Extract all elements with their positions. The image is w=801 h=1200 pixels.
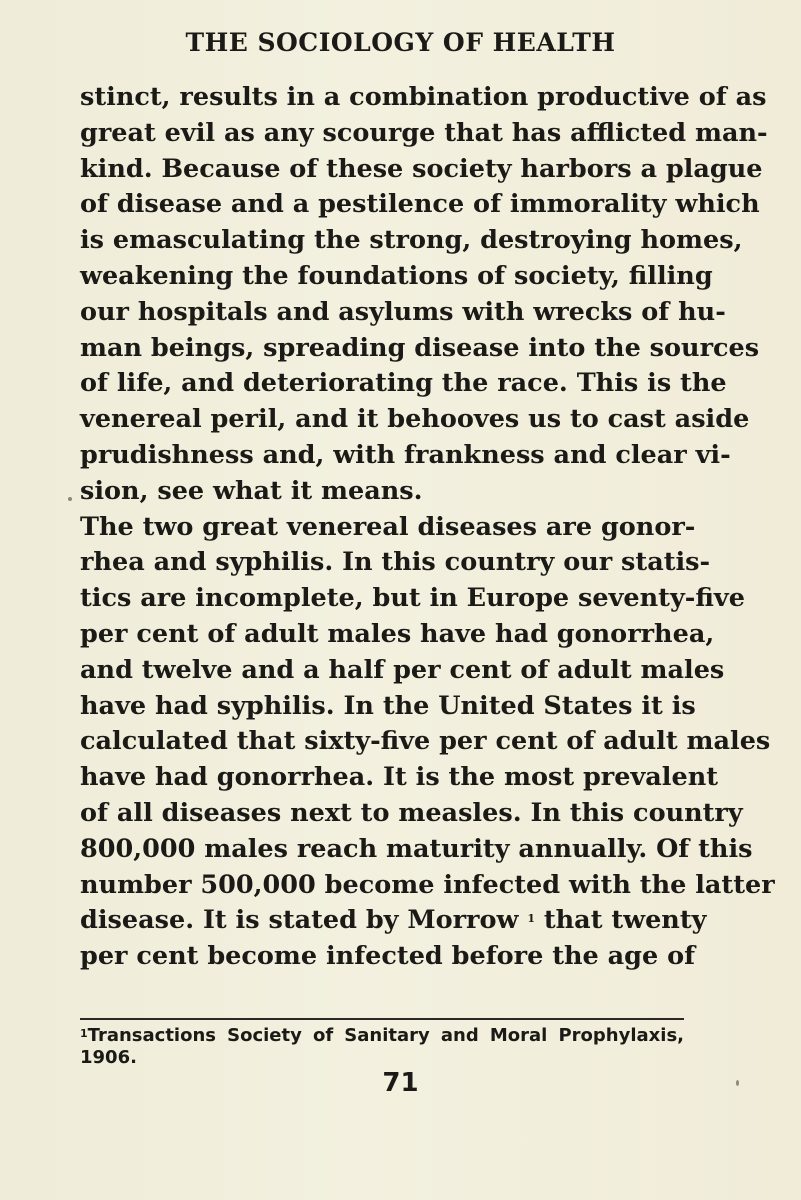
footnote-reference: 1 (527, 912, 535, 926)
text-segment: that twenty (534, 905, 707, 936)
footnote-text: Transactions Society of Sanitary and Moral Prophylaxis, (87, 1025, 684, 1046)
text-line: tics are incomplete, but in Europe seventy-five (80, 583, 745, 614)
text-line: of life, and deteriorating the race. This is the (80, 368, 727, 399)
text-line: calculated that sixty-five per cent of adult males (80, 726, 771, 757)
text-line: rhea and syphilis. In this country our statis- (80, 547, 711, 578)
text-segment: disease. It is stated by Morrow (80, 905, 519, 936)
text-line: and twelve and a half per cent of adult males (80, 654, 725, 685)
text-line: of disease and a pestilence of immorality which (80, 189, 760, 220)
text-line: of all diseases next to measles. In this country (80, 797, 743, 828)
body-text (80, 80, 775, 975)
text-line: 800,000 males reach maturity annually. Of this (80, 833, 753, 864)
running-header: THE SOCIOLOGY OF HEALTH (185, 28, 616, 57)
text-line: venereal peril, and it behooves us to cast aside (80, 404, 750, 435)
page-number: 71 (382, 1068, 419, 1098)
footnote-divider (80, 1018, 684, 1020)
text-line: our hospitals and asylums with wrecks of hu- (80, 296, 726, 327)
footnote-line: 1906. (80, 1047, 137, 1068)
paragraph-start-line: The two great venereal diseases are gonor- (80, 511, 696, 542)
paper-speck (68, 497, 72, 501)
text-line: number 500,000 become infected with the latter (80, 869, 775, 900)
paper-speck (736, 1080, 739, 1086)
text-line: per cent become infected before the age of (80, 941, 696, 972)
footnote-marker: 1 (80, 1027, 88, 1040)
text-line-with-footnote-ref (80, 903, 707, 939)
footnote-line (80, 1025, 684, 1047)
text-line: stinct, results in a combination productive of as (80, 82, 767, 112)
text-line: per cent of adult males have had gonorrhea, (80, 618, 715, 649)
text-line: weakening the foundations of society, filling (80, 260, 713, 291)
text-line: man beings, spreading disease into the sources (80, 332, 760, 363)
text-line: have had gonorrhea. It is the most prevalent (80, 762, 719, 793)
text-line: is emasculating the strong, destroying homes, (80, 225, 743, 256)
footnote (80, 1025, 684, 1069)
text-line: have had syphilis. In the United States it is (80, 690, 696, 721)
text-line: sion, see what it means. (80, 475, 423, 506)
text-line: prudishness and, with frankness and clear vi- (80, 439, 731, 470)
text-line: kind. Because of these society harbors a plague (80, 153, 763, 184)
text-line: great evil as any scourge that has afflicted man- (80, 117, 768, 148)
